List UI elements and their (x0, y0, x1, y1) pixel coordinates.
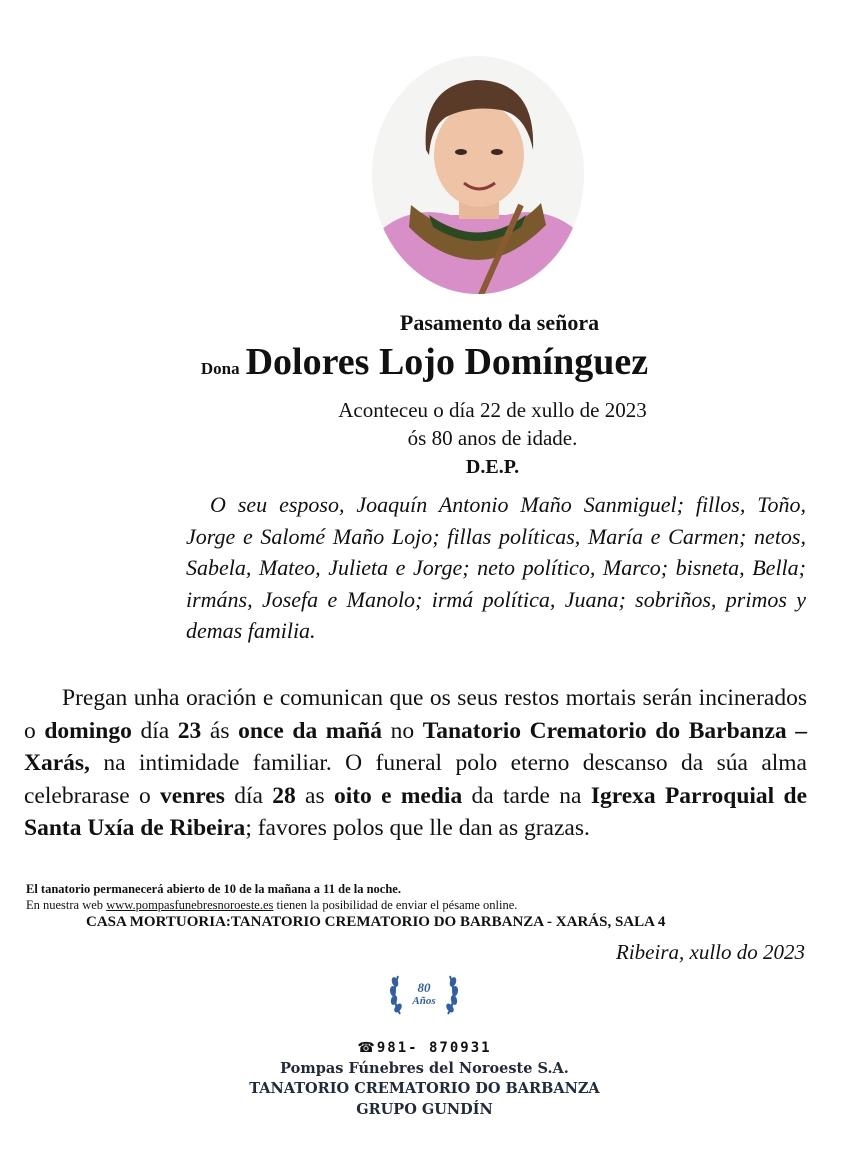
honorific: Dona (200, 359, 240, 378)
mortuary-location: CASA MORTUORIA:TANATORIO CREMATORIO DO BARBANZA - XARÁS, SALA 4 (86, 914, 666, 930)
announcement-text: ás (201, 717, 239, 744)
announcement-bold: venres (160, 782, 225, 809)
logo-word: Años (412, 995, 436, 1007)
announcement-bold: 28 (272, 782, 296, 809)
announcement-text: ; favores polos que lle dan as grazas. (245, 815, 590, 841)
family-text: O seu esposo, Joaquín Antonio Maño Sanmiguel; fillos, Toño, Jorge e Salomé Maño Lojo; fillas políticas, María e Carmen; netos, Sabela, Mateo, Julieta e Jorge; neto político, Marco; bisneta, Bella; irmáns, Josefa e Manolo; irmá política, Juana; sobriños, primos y demas familia. (186, 492, 806, 643)
announcement-text: as (295, 782, 334, 809)
announcement-text: día (131, 717, 178, 744)
web-note-text: En nuestra web (26, 898, 107, 912)
death-date: Aconteceu o día 22 de xullo de 2023 (338, 398, 647, 422)
announcement-text: no (381, 717, 423, 744)
phone-number: 981- 870931 (376, 1040, 492, 1056)
logo-number: 80 (417, 980, 431, 995)
announcement-paragraph (24, 682, 807, 845)
dep-label: D.E.P. (465, 456, 520, 478)
place-date: Ribeira, xullo do 2023 (616, 940, 805, 964)
announcement-bold: domingo (44, 717, 132, 744)
web-note-text: tienen la posibilidad de enviar el pésame online. (273, 898, 518, 912)
deceased-photo (371, 55, 586, 295)
name-line (0, 340, 849, 384)
announcement-text: na intimidade familiar. O funeral polo eterno descanso da súa alma celebrarase o (24, 750, 807, 809)
deceased-name: Dolores Lojo Domínguez (245, 341, 649, 383)
website-link[interactable]: www.pompasfunebresnoroeste.es (106, 898, 274, 912)
announcement-text: día (224, 782, 273, 809)
intro-heading: Pasamento da señora (399, 310, 600, 335)
announcement-bold: once da mañá (238, 717, 382, 744)
company-group: GRUPO GUNDÍN (356, 1101, 493, 1118)
announcement-bold: oito e media (333, 782, 463, 809)
announcement-bold: 23 (177, 717, 202, 744)
web-note (26, 898, 517, 913)
company-facility: TANATORIO CREMATORIO DO BARBANZA (249, 1080, 600, 1097)
phone-line (0, 1040, 849, 1056)
age-line: ós 80 anos de idade. (407, 426, 578, 450)
announcement-text: da tarde na (462, 782, 591, 809)
hours-note: El tanatorio permanecerá abierto de 10 de la mañana a 11 de la noche. (26, 882, 401, 896)
announcement-bold: Igrexa Parroquial de Santa Uxía de Ribeira (24, 782, 808, 841)
company-name: Pompas Fúnebres del Noroeste S.A. (280, 1060, 569, 1077)
anniversary-logo (386, 968, 462, 1020)
family-paragraph (186, 489, 806, 647)
phone-icon: ☎ (357, 1040, 377, 1056)
announcement-bold: Tanatorio Crematorio do Barbanza – Xarás, (24, 717, 808, 776)
announcement-text: Pregan unha oración e comunican que os seus restos mortais serán incinerados o (24, 685, 807, 744)
